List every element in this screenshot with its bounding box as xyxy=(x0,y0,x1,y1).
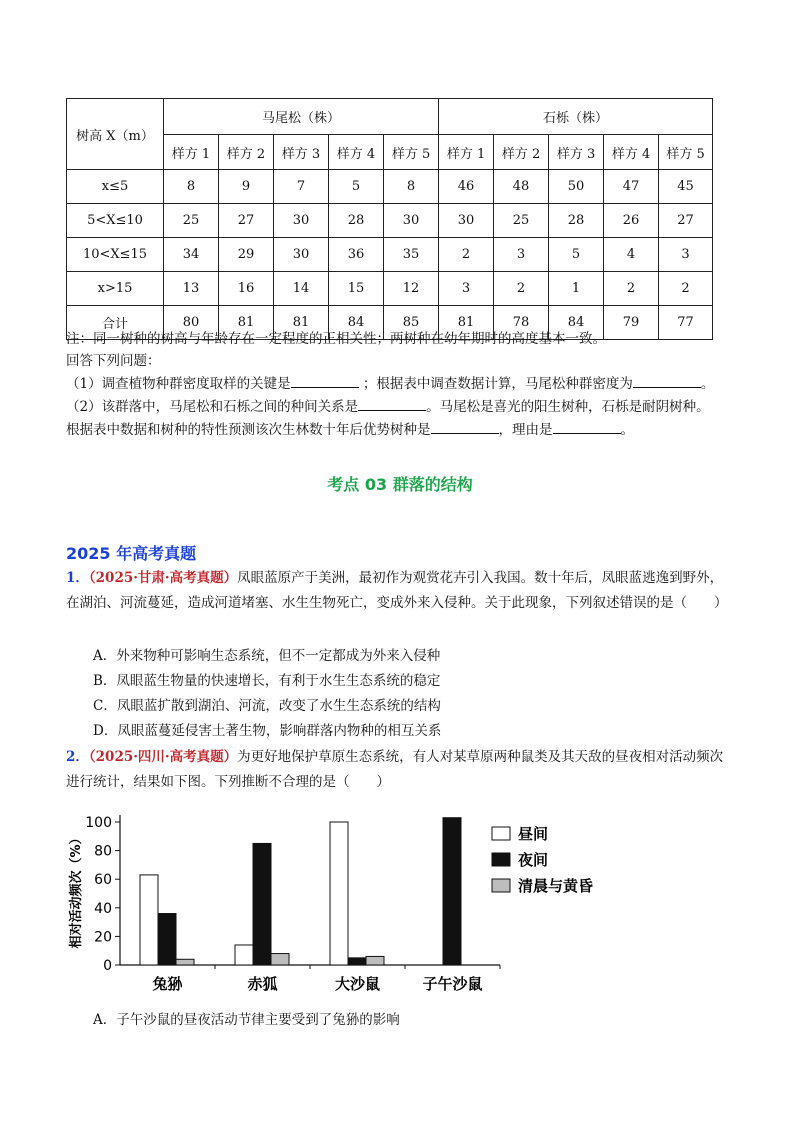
plot-header: 样方 1 xyxy=(439,135,494,170)
table-cell: 25 xyxy=(164,204,219,238)
plot-header: 样方 5 xyxy=(659,135,713,170)
table-cell: 28 xyxy=(329,204,384,238)
table-cell: 25 xyxy=(494,204,549,238)
bar xyxy=(366,956,384,965)
question-source: （2025·甘肃·高考真题） xyxy=(88,570,238,586)
option-c[interactable]: C．凤眼蓝扩散到湖泊、河流，改变了水生生态系统的结构 xyxy=(93,698,441,714)
table-cell: 48 xyxy=(494,170,549,204)
plot-header: 样方 4 xyxy=(329,135,384,170)
table-cell: 1 xyxy=(549,272,604,306)
row-label: x>15 xyxy=(67,272,164,306)
legend-swatch xyxy=(492,879,510,892)
table-cell: 34 xyxy=(164,238,219,272)
table-cell: 14 xyxy=(274,272,329,306)
table-cell: 5 xyxy=(549,238,604,272)
bar xyxy=(140,875,158,965)
x-tick-label: 兔狲 xyxy=(152,975,183,993)
row-label: 10<X≤15 xyxy=(67,238,164,272)
table-cell: 46 xyxy=(439,170,494,204)
table-cell: 27 xyxy=(659,204,713,238)
table-cell: 30 xyxy=(439,204,494,238)
table-cell: 13 xyxy=(164,272,219,306)
bar xyxy=(330,822,348,965)
x-tick-label: 大沙鼠 xyxy=(334,975,381,993)
plot-header: 样方 4 xyxy=(604,135,659,170)
section-title: 考点 03 群落的结构 xyxy=(327,475,473,494)
answer-blank[interactable] xyxy=(431,421,499,434)
question-text: 凤眼蓝原产于美洲，最初作为观赏花卉引入我国。数十年后，凤眼蓝逃逸到野外，在湖泊、河流蔓延，造成河道堵塞、水生生物死亡，变成外来入侵种。关于此现象，下列叙述错误的是（ ） xyxy=(66,570,728,611)
table-cell: 9 xyxy=(219,170,274,204)
answer-blank[interactable] xyxy=(358,398,426,411)
bar xyxy=(443,818,461,965)
table-cell: 84 xyxy=(329,306,384,340)
y-tick-label: 20 xyxy=(94,929,112,946)
y-tick-label: 100 xyxy=(85,815,112,831)
answer-prompt: 回答下列问题： xyxy=(66,353,161,369)
option-d[interactable]: D．凤眼蓝蔓延侵害土著生物，影响群落内物种的相互关系 xyxy=(93,723,442,739)
table-cell: 2 xyxy=(659,272,713,306)
row-label: 5<X≤10 xyxy=(67,204,164,238)
table-cell: 15 xyxy=(329,272,384,306)
table-cell: 85 xyxy=(384,306,439,340)
y-tick-label: 60 xyxy=(94,872,112,889)
table-cell: 47 xyxy=(604,170,659,204)
plot-header: 样方 3 xyxy=(549,135,604,170)
group-header-lithocarpus: 石栎（株） xyxy=(439,99,713,135)
y-axis-label: 相对活动频次（%） xyxy=(69,831,84,949)
table-cell: 81 xyxy=(274,306,329,340)
table-cell: 2 xyxy=(604,272,659,306)
table-row xyxy=(67,272,713,306)
bar xyxy=(253,843,271,965)
question-line-1: （1）调查植物种群密度取样的关键是 ；根据表中调查数据计算，马尾松种群密度为 。 xyxy=(66,376,715,392)
legend-swatch xyxy=(492,853,510,866)
table-cell: 35 xyxy=(384,238,439,272)
question-number: 2． xyxy=(66,749,89,765)
legend-label: 夜间 xyxy=(518,851,549,869)
table-cell: 3 xyxy=(494,238,549,272)
question-source: （2025·四川·高考真题） xyxy=(88,749,238,765)
table-cell: 2 xyxy=(494,272,549,306)
subsection-title: 2025 年高考真题 xyxy=(66,544,197,563)
bar xyxy=(158,914,176,965)
row-label: x≤5 xyxy=(67,170,164,204)
table-cell: 7 xyxy=(274,170,329,204)
table-cell: 8 xyxy=(384,170,439,204)
table-cell: 16 xyxy=(219,272,274,306)
bar xyxy=(176,959,194,965)
y-tick-label: 0 xyxy=(103,958,112,974)
table-cell: 5 xyxy=(329,170,384,204)
table-row xyxy=(67,238,713,272)
table-cell: 30 xyxy=(384,204,439,238)
table-cell: 77 xyxy=(659,306,713,340)
activity-bar-chart xyxy=(60,805,620,1000)
row-header-label: 树高 X（m） xyxy=(67,99,164,170)
plot-header: 样方 3 xyxy=(274,135,329,170)
group-header-masson-pine: 马尾松（株） xyxy=(164,99,439,135)
legend-label: 清晨与黄昏 xyxy=(518,877,594,895)
plot-header: 样方 2 xyxy=(219,135,274,170)
table-cell: 36 xyxy=(329,238,384,272)
y-tick-label: 40 xyxy=(94,900,112,917)
bar xyxy=(235,945,253,965)
table-cell: 81 xyxy=(219,306,274,340)
legend-swatch xyxy=(492,827,510,840)
table-cell: 29 xyxy=(219,238,274,272)
y-tick-label: 80 xyxy=(94,843,112,860)
table-cell: 30 xyxy=(274,204,329,238)
table-cell: 12 xyxy=(384,272,439,306)
option-a[interactable]: A．子午沙鼠的昼夜活动节律主要受到了兔狲的影响 xyxy=(93,1012,400,1028)
table-cell: 78 xyxy=(494,306,549,340)
table-note: 注：同一树种的树高与年龄存在一定程度的正相关性；两树种在幼年期时的高度基本一致。 xyxy=(66,331,606,347)
option-b[interactable]: B．凤眼蓝生物量的快速增长，有利于水生生态系统的稳定 xyxy=(93,673,441,689)
table-cell: 3 xyxy=(659,238,713,272)
x-tick-label: 子午沙鼠 xyxy=(422,975,483,993)
table-cell: 30 xyxy=(274,238,329,272)
legend-label: 昼间 xyxy=(518,825,549,843)
question-2 xyxy=(66,745,726,795)
table-row xyxy=(67,170,713,204)
table-cell: 81 xyxy=(439,306,494,340)
table-cell: 80 xyxy=(164,306,219,340)
table-cell: 8 xyxy=(164,170,219,204)
table-cell: 79 xyxy=(604,306,659,340)
bar xyxy=(271,954,289,965)
tree-height-table xyxy=(66,98,713,340)
plot-header: 样方 2 xyxy=(494,135,549,170)
table-cell: 2 xyxy=(439,238,494,272)
question-text: 为更好地保护草原生态系统，有人对某草原两种鼠类及其天敌的昼夜相对活动频次进行统计，结果如下图。下列推断不合理的是（ ） xyxy=(66,749,724,790)
answer-blank[interactable] xyxy=(633,375,701,388)
option-a[interactable]: A．外来物种可影响生态系统，但不一定都成为外来入侵种 xyxy=(93,648,441,664)
question-1 xyxy=(66,566,726,616)
answer-blank[interactable] xyxy=(553,421,621,434)
table-cell: 3 xyxy=(439,272,494,306)
table-row xyxy=(67,204,713,238)
answer-blank[interactable] xyxy=(291,375,359,388)
table-cell: 28 xyxy=(549,204,604,238)
plot-header: 样方 1 xyxy=(164,135,219,170)
table-cell: 26 xyxy=(604,204,659,238)
table-cell: 84 xyxy=(549,306,604,340)
plot-header: 样方 5 xyxy=(384,135,439,170)
table-cell: 45 xyxy=(659,170,713,204)
question-line-3: 根据表中数据和树种的特性预测该次生林数十年后优势树种是 ，理由是 。 xyxy=(66,422,634,438)
question-line-2: （2）该群落中，马尾松和石栎之间的种间关系是 。马尾松是喜光的阳生树种，石栎是耐阴树种。 xyxy=(66,399,710,415)
table-cell: 50 xyxy=(549,170,604,204)
table-cell: 4 xyxy=(604,238,659,272)
table-cell: 27 xyxy=(219,204,274,238)
row-label: 合计 xyxy=(67,306,164,340)
x-tick-label: 赤狐 xyxy=(247,975,278,993)
bar xyxy=(348,958,366,965)
question-number: 1． xyxy=(66,570,89,586)
